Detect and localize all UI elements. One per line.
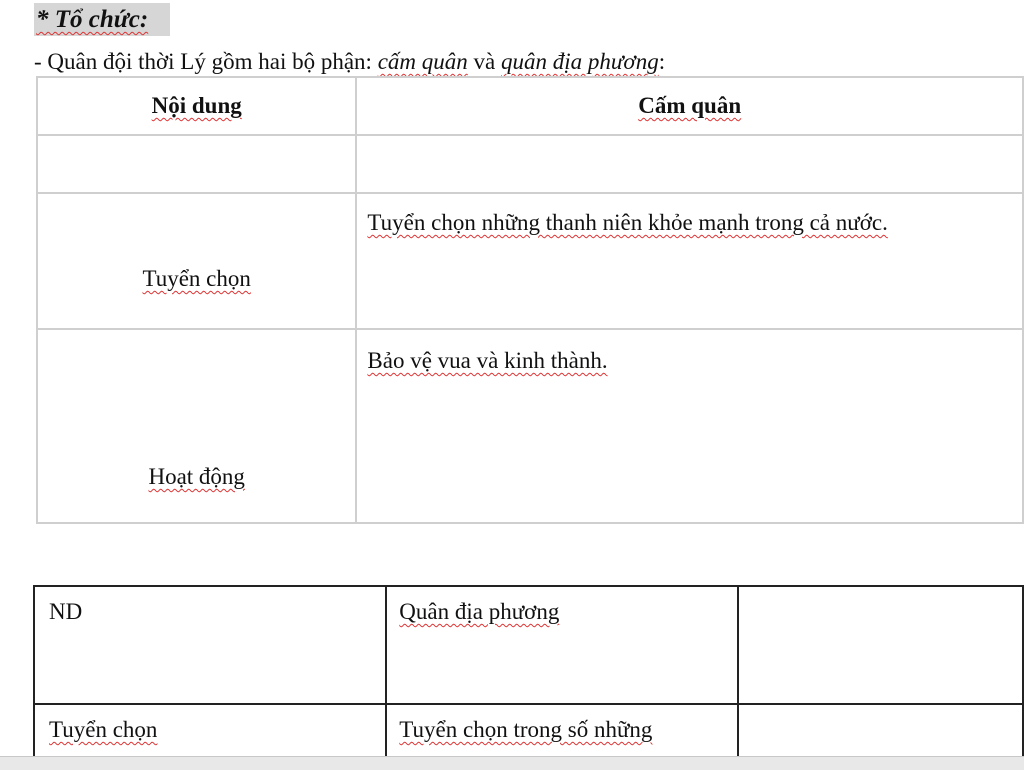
header-cam-quan-text: Cấm quân: [638, 93, 742, 118]
header-cell-noi-dung: [37, 77, 356, 135]
table-header-row: [37, 77, 1023, 135]
label-cell-hoat-dong: [37, 329, 356, 523]
intro-line: [34, 47, 665, 77]
header-cell-empty: [738, 586, 1023, 704]
header-noi-dung-text: Nội dung: [151, 93, 242, 118]
label-cell-tuyen-chon: [37, 193, 356, 329]
intro-prefix: - Quân đội thời Lý gồm hai bộ phận:: [34, 49, 378, 74]
value-cell-tuyen-chon: [356, 193, 1023, 329]
blank-cell-2: [356, 135, 1023, 193]
value-tuyen-chon: Tuyển chọn những thanh niên khỏe mạnh trong cả nước.: [367, 210, 888, 235]
table-row-hoat-dong: [37, 329, 1023, 523]
label-tuyen-chon: Tuyển chọn: [142, 266, 251, 291]
heading-text: * Tổ chức:: [36, 6, 149, 33]
header-quan-dia-phuong-text: Quân địa phương: [399, 599, 560, 624]
table-row-tuyen-chon: [37, 193, 1023, 329]
table-row-blank: [37, 135, 1023, 193]
intro-term-cam-quan: cấm quân: [377, 49, 468, 74]
intro-term-quan-dia-phuong: quân địa phương: [501, 49, 659, 74]
header-nd-text: ND: [49, 599, 83, 624]
blank-cell-1: [37, 135, 356, 193]
empty-cell2: [738, 704, 1023, 764]
table2-header-row: [34, 586, 1023, 704]
value-hoat-dong: Bảo vệ vua và kinh thành.: [367, 348, 608, 373]
header-cell-nd: [34, 586, 386, 704]
value-cell2-tuyen-chon: [386, 704, 737, 764]
label-cell2-tuyen-chon: [34, 704, 386, 764]
section-heading: [34, 3, 170, 36]
value-cell-hoat-dong: [356, 329, 1023, 523]
value2-tuyen-chon: Tuyển chọn trong số những: [399, 717, 653, 742]
bottom-scroll-bar[interactable]: [0, 756, 1024, 770]
header-cell-quan-dia-phuong: [386, 586, 737, 704]
header-cell-cam-quan: [356, 77, 1023, 135]
intro-mid: và: [467, 49, 501, 74]
table-cam-quan: [36, 76, 1024, 524]
table2-row-tuyen-chon: [34, 704, 1023, 764]
label2-tuyen-chon: Tuyển chọn: [49, 717, 158, 742]
intro-suffix: :: [658, 49, 666, 74]
table-quan-dia-phuong: [33, 585, 1024, 765]
label-hoat-dong: Hoạt động: [148, 464, 245, 489]
